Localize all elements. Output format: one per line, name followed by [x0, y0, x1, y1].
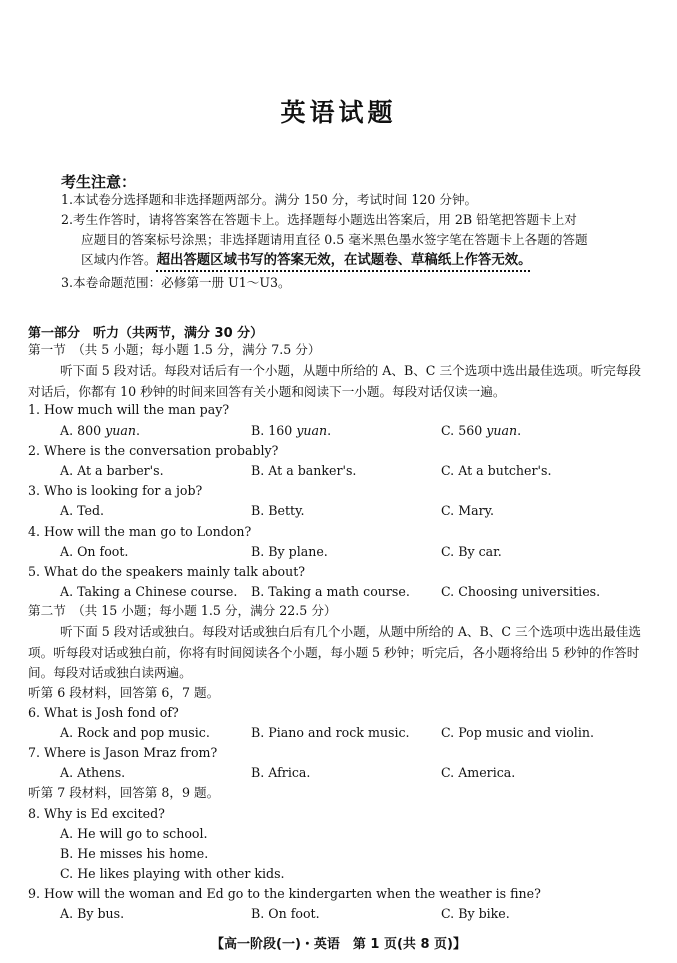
question-7-option-a[interactable]: A. Athens.: [60, 765, 126, 780]
question-6-option-b[interactable]: B. Piano and rock music.: [251, 725, 410, 740]
question-2-option-a[interactable]: A. At a barber's.: [60, 463, 164, 478]
page-footer: 【高一阶段(一)・英语 第 1 页(共 8 页)】: [211, 937, 466, 952]
option-c-end: .: [517, 423, 522, 438]
notice-item-3: 3.本卷命题范围：必修第一册 U1～U3。: [61, 275, 291, 290]
question-8-option-c[interactable]: C. He likes playing with other kids.: [60, 866, 285, 881]
question-6-stem: 6. What is Josh fond of?: [28, 705, 179, 720]
question-9-option-b[interactable]: B. On foot.: [251, 906, 320, 921]
notice-item-2-plain: 区域内作答。: [81, 252, 157, 267]
notice-item-2-line-1: 2.考生作答时，请将答案答在答题卡上。选择题每小题选出答案后，用 2B 铅笔把答题卡上对: [61, 212, 577, 227]
question-7-stem: 7. Where is Jason Mraz from?: [28, 745, 218, 760]
section2-title: 第二节 （共 15 小题；每小题 1.5 分，满分 22.5 分）: [28, 603, 337, 618]
notice-heading: 考生注意：: [61, 173, 137, 191]
question-9-stem: 9. How will the woman and Ed go to the kindergarten when the weather is fine?: [28, 886, 541, 901]
question-9-option-c[interactable]: C. By bike.: [441, 906, 510, 921]
question-4-option-a[interactable]: A. On foot.: [60, 544, 129, 559]
question-6-option-c[interactable]: C. Pop music and violin.: [441, 725, 594, 740]
question-5-option-c[interactable]: C. Choosing universities.: [441, 584, 601, 599]
option-a-unit: yuan: [105, 423, 137, 438]
question-4-option-b[interactable]: B. By plane.: [251, 544, 328, 559]
question-3-option-a[interactable]: A. Ted.: [60, 503, 105, 518]
notice-item-2-line-2: 应题目的答案标号涂黑；非选择题请用直径 0.5 毫米黑色墨水签字笔在答题卡上各题的答题: [81, 232, 588, 247]
question-2-option-c[interactable]: C. At a butcher's.: [441, 463, 552, 478]
section1-title: 第一节 （共 5 小题；每小题 1.5 分，满分 7.5 分）: [28, 342, 321, 357]
option-b-value: B. 160: [251, 423, 297, 438]
option-c-unit: yuan: [486, 423, 518, 438]
question-7-option-c[interactable]: C. America.: [441, 765, 516, 780]
option-a-end: .: [136, 423, 141, 438]
notice-item-2-line-3: [81, 250, 532, 271]
question-3-option-b[interactable]: B. Betty.: [251, 503, 305, 518]
question-9-option-a[interactable]: A. By bus.: [60, 906, 125, 921]
question-2-option-b[interactable]: B. At a banker's.: [251, 463, 357, 478]
question-8-stem: 8. Why is Ed excited?: [28, 806, 165, 821]
question-1-option-c[interactable]: [441, 423, 521, 438]
question-1-option-b[interactable]: [251, 423, 331, 438]
question-2-stem: 2. Where is the conversation probably?: [28, 443, 279, 458]
material-6-instruction: 听第 6 段材料，回答第 6，7 题。: [28, 685, 220, 700]
question-5-option-a[interactable]: A. Taking a Chinese course.: [60, 584, 238, 599]
part1-title: 第一部分 听力（共两节，满分 30 分）: [28, 326, 264, 341]
material-7-instruction: 听第 7 段材料，回答第 8，9 题。: [28, 785, 220, 800]
question-7-option-b[interactable]: B. Africa.: [251, 765, 311, 780]
page-title: 英语试题: [280, 98, 397, 127]
option-b-unit: yuan: [296, 423, 328, 438]
notice-item-1: 1.本试卷分选择题和非选择题两部分。满分 150 分，考试时间 120 分钟。: [61, 192, 478, 207]
option-c-value: C. 560: [441, 423, 487, 438]
question-4-stem: 4. How will the man go to London?: [28, 524, 252, 539]
question-5-stem: 5. What do the speakers mainly talk about?: [28, 564, 306, 579]
question-8-option-b[interactable]: B. He misses his home.: [60, 846, 209, 861]
notice-item-2-emphasis: 超出答题区域书写的答案无效，在试题卷、草稿纸上作答无效。: [156, 253, 532, 268]
option-b-end: .: [327, 423, 332, 438]
option-a-value: A. 800: [60, 423, 106, 438]
section1-instructions: 听下面 5 段对话。每段对话后有一个小题，从题中所给的 A、B、C 三个选项中选出最佳选项。听完每段对话后，你都有 10 秒钟的时间来回答有关小题和阅读下一小题。每段对话仅读一遍。: [28, 363, 641, 399]
question-4-option-c[interactable]: C. By car.: [441, 544, 502, 559]
question-5-option-b[interactable]: B. Taking a math course.: [251, 584, 410, 599]
question-8-option-a[interactable]: A. He will go to school.: [60, 826, 208, 841]
question-1-stem: 1. How much will the man pay?: [28, 402, 230, 417]
question-6-option-a[interactable]: A. Rock and pop music.: [60, 725, 210, 740]
question-3-stem: 3. Who is looking for a job?: [28, 483, 203, 498]
section2-instructions: 听下面 5 段对话或独白。每段对话或独白后有几个小题，从题中所给的 A、B、C 三个选项中选出最佳选项。听每段对话或独白前，你将有时间阅读各个小题，每小题 5 秒钟；听完后，各小题将给出 5 秒钟的作答时间。每段对话或独白读两遍。: [28, 624, 641, 680]
question-1-option-a[interactable]: [60, 423, 140, 438]
question-3-option-c[interactable]: C. Mary.: [441, 503, 495, 518]
